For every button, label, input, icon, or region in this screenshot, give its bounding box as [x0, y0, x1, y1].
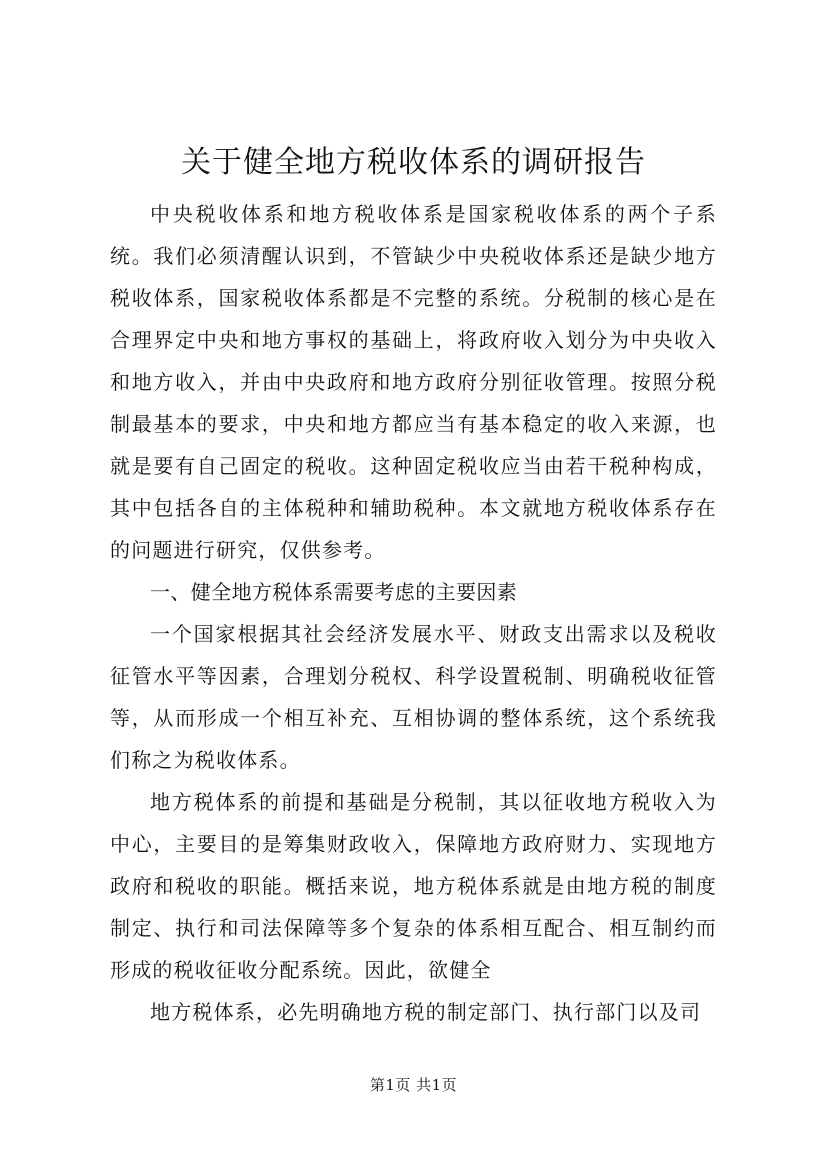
- document-body: [110, 193, 717, 1033]
- paragraph-tax-system-definition: 一个国家根据其社会经济发展水平、财政支出需求以及税收征管水平等因素，合理划分税权、科学设置税制、明确税收征管等，从而形成一个相互补充、互相协调的整体系统，这个系统我们称之为税收体系。: [110, 622, 717, 772]
- section-heading-1: 一、健全地方税体系需要考虑的主要因素: [150, 580, 518, 604]
- paragraph-local-tax-basis: 地方税体系的前提和基础是分税制，其以征收地方税收入为中心，主要目的是筹集财政收入，保障地方政府财力、实现地方政府和税收的职能。概括来说，地方税体系就是由地方税的制度制定、执行和司法保障等多个复杂的体系相互配合、相互制约而形成的税收征收分配系统。因此，欲健全: [110, 790, 717, 982]
- page-number-footer: 第1页 共1页: [369, 1076, 458, 1094]
- paragraph-intro: 中央税收体系和地方税收体系是国家税收体系的两个子系统。我们必须清醒认识到，不管缺少中央税收体系还是缺少地方税收体系，国家税收体系都是不完整的系统。分税制的核心是在合理界定中央和地方事权的基础上，将政府收入划分为中央收入和地方收入，并由中央政府和地方政府分别征收管理。按照分税制最基本的要求，中央和地方都应当有基本稳定的收入来源，也就是要有自己固定的税收。这种固定税收应当由若干税种构成，其中包括各自的主体税种和辅助税种。本文就地方税收体系存在的问题进行研究，仅供参考。: [110, 202, 717, 562]
- document-title: 关于健全地方税收体系的调研报告: [181, 145, 646, 180]
- paragraph-local-tax-continued: 地方税体系，必先明确地方税的制定部门、执行部门以及司: [150, 1000, 702, 1024]
